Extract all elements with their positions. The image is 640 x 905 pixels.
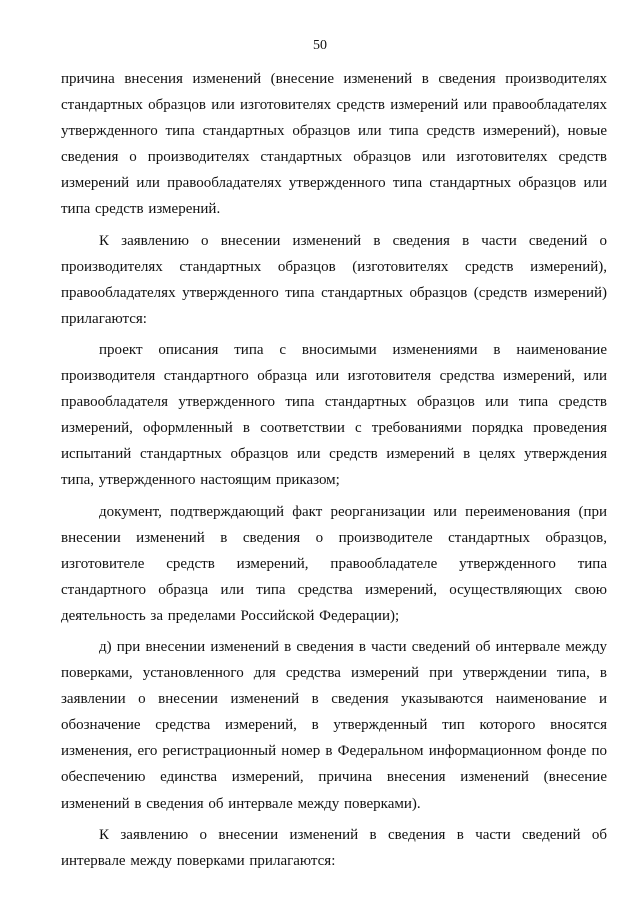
paragraph-change-reason: причина внесения изменений (внесение изменений в сведения производителях стандартных образцов или изготовителях средств измерений или правообладателях утвержденного типа стандартных образцов или типа средств измерений), новые сведения о производителях стандартных образцов или изготовителях средств измерений или правообладателях утвержденного типа стандартных образцов или типа средств измерений. — [61, 71, 607, 218]
paragraph-manufacturer-attachments-intro: К заявлению о внесении изменений в сведения в части сведений о производителях стандартных образцов (изготовителях средств измерений), правообладателях утвержденного типа стандартных образцов (средств измерений) прилагаются: — [61, 232, 607, 327]
page-number: 50 — [313, 38, 327, 53]
paragraph-reorganization-document: документ, подтверждающий факт реорганизации или переименования (при внесении изменений в сведения о производителе стандартных образцов, изготовителе средств измерений, правообладателе утвержденного типа стандартного образца или типа средства измерений, осуществляющих свою деятельность за пределами Российской Федерации); — [61, 503, 607, 624]
paragraph-verification-interval-attachments-intro: К заявлению о внесении изменений в сведения в части сведений об интервале между поверками прилагаются: — [61, 826, 607, 869]
document-body — [61, 66, 607, 874]
paragraph-type-description-draft: проект описания типа с вносимыми изменениями в наименование производителя стандартного образца или изготовителя средства измерений, или правообладателя утвержденного типа стандартных образцов или типа средств измерений, оформленный в соответствии с требованиями порядка проведения испытаний стандартных образцов или средств измерений в целях утверждения типа, утвержденного настоящим приказом; — [61, 341, 607, 489]
paragraph-verification-interval-changes: д) при внесении изменений в сведения в части сведений об интервале между поверками, установленного для средства измерений при утверждении типа, в заявлении о внесении изменений в сведения указываются наименование и обозначение средства измерений, в утвержденный тип которого вносятся изменения, его регистрационный номер в Федеральном информационном фонде по обеспечению единства измерений, причина внесения изменений (внесение изменений в сведения об интервале между поверками). — [61, 638, 607, 812]
